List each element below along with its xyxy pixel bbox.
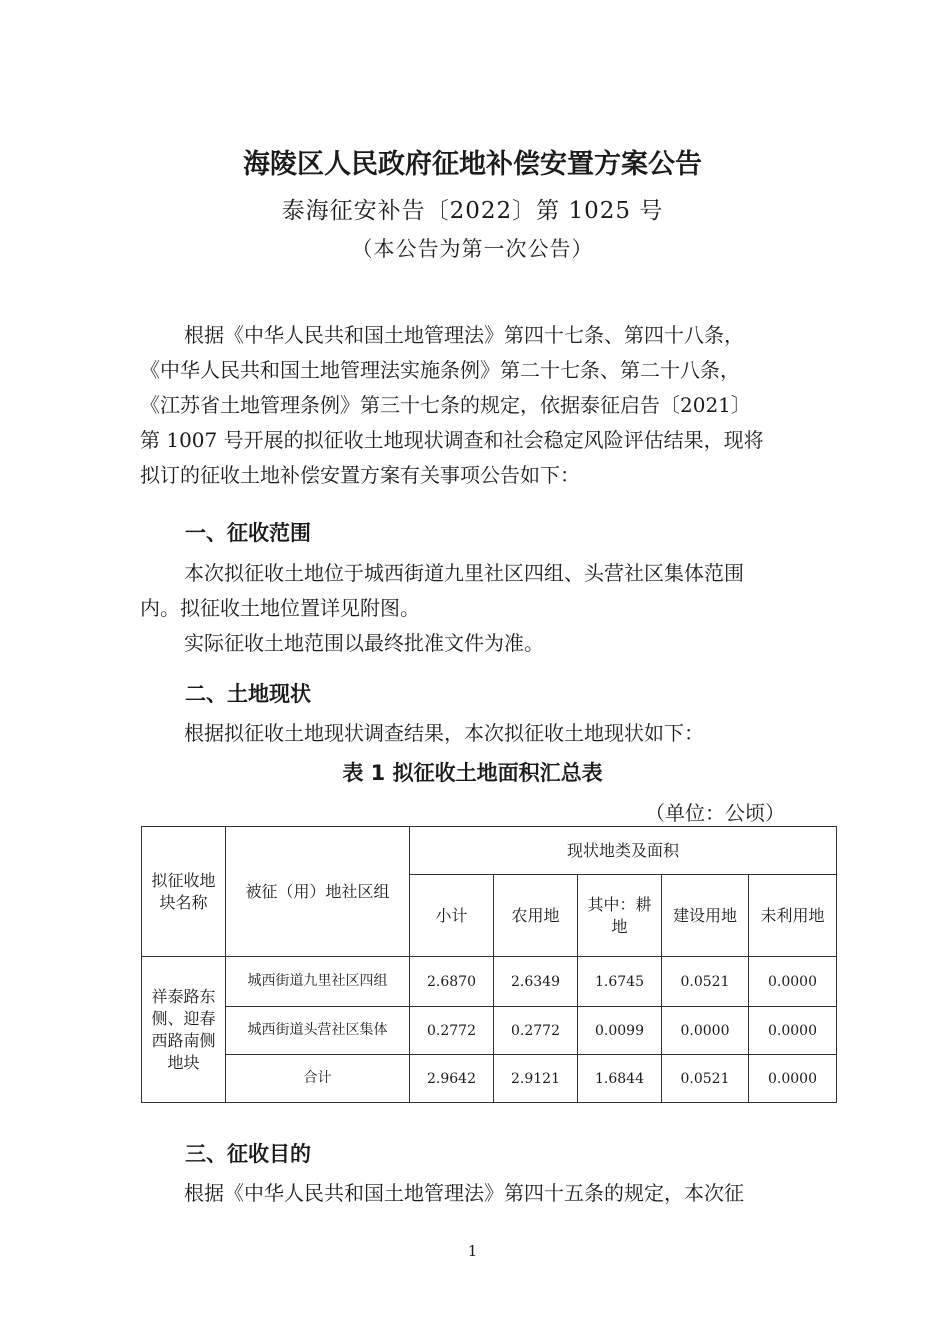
scope-line: 内。拟征收土地位置详见附图。 bbox=[140, 596, 420, 620]
purpose-line: 根据《中华人民共和国土地管理法》第四十五条的规定，本次征 bbox=[184, 1181, 744, 1205]
intro-paragraph bbox=[140, 318, 830, 493]
cell-subtotal: 2.9642 bbox=[410, 1055, 494, 1103]
cell-agricultural: 0.2772 bbox=[494, 1007, 578, 1055]
notice-label: （本公告为第一次公告） bbox=[351, 237, 594, 261]
intro-line: 《中华人民共和国土地管理法实施条例》第二十七条、第二十八条， bbox=[140, 358, 740, 382]
intro-line: 《江苏省土地管理条例》第三十七条的规定，依据泰征启告〔2021〕 bbox=[140, 393, 751, 417]
intro-line: 拟订的征收土地补偿安置方案有关事项公告如下： bbox=[140, 463, 580, 487]
cell-community: 合计 bbox=[226, 1055, 410, 1103]
page-title: 海陵区人民政府征地补偿安置方案公告 bbox=[243, 149, 702, 180]
header-unused: 未利用地 bbox=[749, 875, 837, 957]
cell-agricultural: 2.9121 bbox=[494, 1055, 578, 1103]
table-row bbox=[142, 1007, 837, 1055]
cell-construction: 0.0521 bbox=[662, 1055, 749, 1103]
cell-community: 城西街道九里社区四组 bbox=[226, 957, 410, 1007]
purpose-paragraph bbox=[140, 1176, 830, 1211]
cell-subtotal: 2.6870 bbox=[410, 957, 494, 1007]
intro-line: 第 1007 号开展的拟征收土地现状调查和社会稳定风险评估结果，现将 bbox=[140, 428, 764, 452]
cell-unused: 0.0000 bbox=[749, 1055, 837, 1103]
header-construction: 建设用地 bbox=[662, 875, 749, 957]
land-area-table bbox=[141, 826, 837, 1103]
intro-line: 根据《中华人民共和国土地管理法》第四十七条、第四十八条， bbox=[184, 323, 744, 347]
cell-agricultural: 2.6349 bbox=[494, 957, 578, 1007]
header-cultivated: 其中：耕地 bbox=[578, 875, 662, 957]
cell-cultivated: 1.6745 bbox=[578, 957, 662, 1007]
header-parcel: 拟征收地块名称 bbox=[142, 827, 226, 957]
cell-construction: 0.0521 bbox=[662, 957, 749, 1007]
cell-subtotal: 0.2772 bbox=[410, 1007, 494, 1055]
table-title: 表 1 拟征收土地面积汇总表 bbox=[342, 761, 603, 785]
cell-cultivated: 0.0099 bbox=[578, 1007, 662, 1055]
scope-paragraph bbox=[140, 556, 830, 661]
section-heading-purpose: 三、征收目的 bbox=[185, 1142, 311, 1166]
cell-unused: 0.0000 bbox=[749, 1007, 837, 1055]
cell-community: 城西街道头营社区集体 bbox=[226, 1007, 410, 1055]
header-agricultural: 农用地 bbox=[494, 875, 578, 957]
document-number: 泰海征安补告〔2022〕第 1025 号 bbox=[281, 198, 664, 224]
cell-cultivated: 1.6844 bbox=[578, 1055, 662, 1103]
table-unit: （单位：公顷） bbox=[645, 801, 785, 825]
header-land-type-group: 现状地类及面积 bbox=[410, 827, 837, 875]
section-heading-scope: 一、征收范围 bbox=[185, 521, 311, 545]
status-paragraph bbox=[140, 716, 830, 751]
scope-line: 本次拟征收土地位于城西街道九里社区四组、头营社区集体范围 bbox=[184, 561, 744, 585]
page-number: 1 bbox=[467, 1242, 478, 1260]
parcel-name: 祥泰路东侧、迎春西路南侧地块 bbox=[142, 957, 226, 1103]
header-community: 被征（用）地社区组 bbox=[226, 827, 410, 957]
cell-construction: 0.0000 bbox=[662, 1007, 749, 1055]
table-row-total bbox=[142, 1055, 837, 1103]
cell-unused: 0.0000 bbox=[749, 957, 837, 1007]
header-subtotal: 小计 bbox=[410, 875, 494, 957]
status-line: 根据拟征收土地现状调查结果，本次拟征收土地现状如下： bbox=[184, 721, 704, 745]
scope-line: 实际征收土地范围以最终批准文件为准。 bbox=[184, 631, 544, 655]
section-heading-status: 二、土地现状 bbox=[185, 682, 311, 706]
table-row bbox=[142, 957, 837, 1007]
